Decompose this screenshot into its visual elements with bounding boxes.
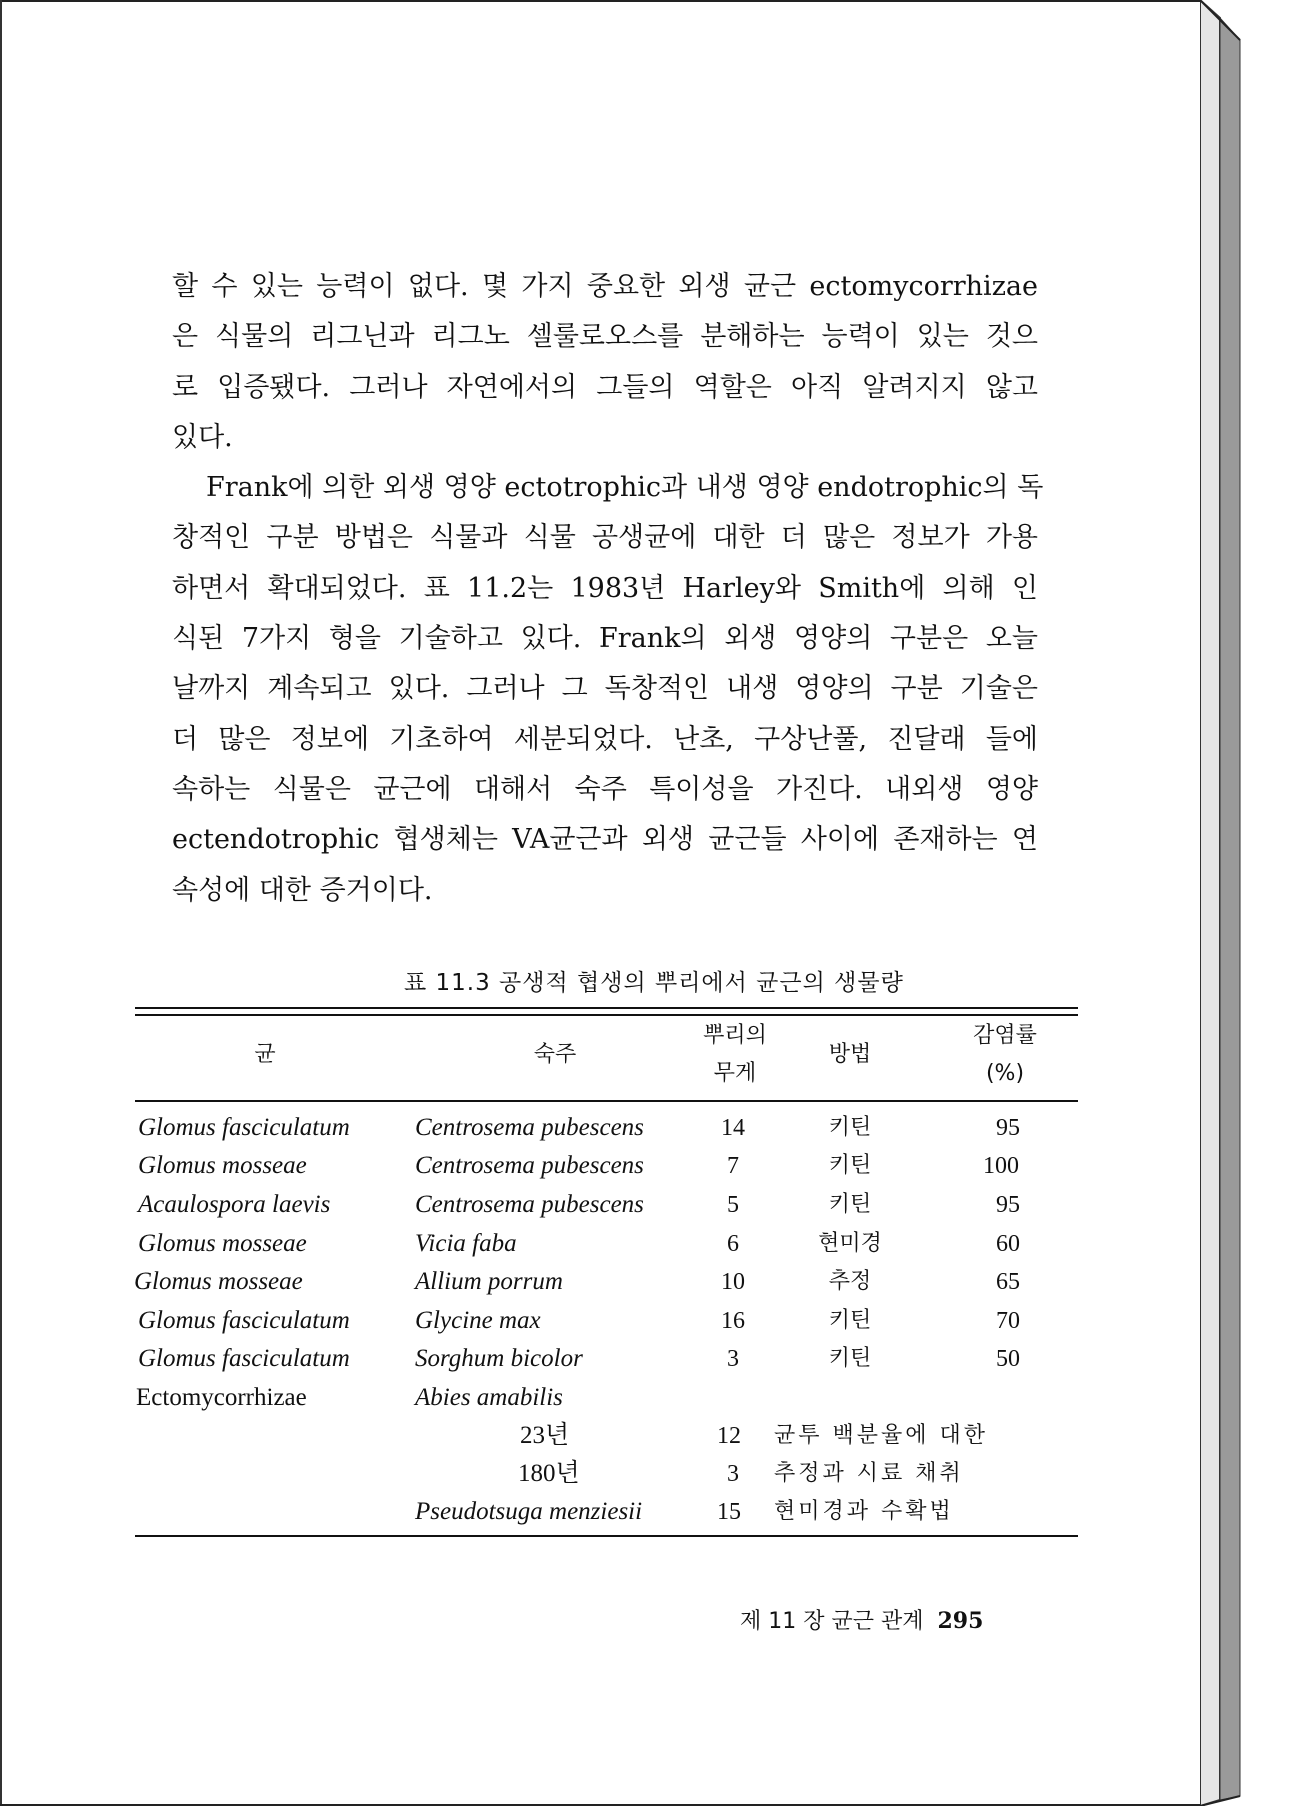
page-thickness-edge [1200, 0, 1298, 1806]
text-line: 있다. [172, 421, 233, 453]
text-line: 속성에 대한 증거이다. [172, 874, 433, 906]
cell-weight: 10 [721, 1269, 745, 1295]
cell-weight: 16 [721, 1308, 745, 1334]
text-line: Frank에 의한 외생 영양 ectotrophic과 내생 영양 endotrophic의 독 [206, 472, 1044, 504]
cell-weight: 14 [721, 1115, 745, 1141]
cell-host: Abies amabilis [415, 1384, 563, 1411]
cell-method: 키틴 [828, 1115, 872, 1140]
cell-host: Centrosema pubescens [415, 1191, 644, 1218]
text-line: ectendotrophic 협생체는 VA균근과 외생 균근들 사이에 존재하는 연 [172, 824, 1038, 856]
cell-host: Sorghum bicolor [415, 1345, 583, 1372]
cell-rate: 65 [996, 1269, 1020, 1295]
cell-rate: 50 [996, 1346, 1020, 1372]
text-line: 날까지 계속되고 있다. 그러나 그 독창적인 내생 영양의 구분 기술은 [172, 673, 1038, 705]
paragraph-2 [172, 463, 1044, 916]
text-line: 하면서 확대되었다. 표 11.2는 1983년 Harley와 Smith에 의해 인 [172, 572, 1038, 604]
cell-fungus: Glomus mosseae [138, 1152, 307, 1179]
header-infection-2: (%) [985, 1061, 1025, 1086]
cell-host: Allium porrum [415, 1268, 563, 1295]
cell-method: 키틴 [828, 1153, 872, 1178]
text-line: 식된 7가지 형을 기술하고 있다. Frank의 외생 영양의 구분은 오늘 [172, 623, 1038, 655]
cell-method: 현미경 [818, 1231, 882, 1256]
table-caption: 표 11.3 공생적 협생의 뿌리에서 균근의 생물량 [404, 970, 904, 996]
cell-host: Pseudotsuga menziesii [415, 1498, 643, 1525]
page-edge-left [0, 0, 2, 1806]
cell-host: Glycine max [415, 1307, 541, 1334]
cell-weight: 6 [727, 1231, 739, 1257]
cell-host: Vicia faba [415, 1230, 517, 1257]
cell-method: 추정 [828, 1269, 872, 1294]
chapter-title: 제 11 장 균근 관계 [740, 1609, 924, 1634]
text-line: 속하는 식물은 균근에 대해서 숙주 특이성을 가진다. 내외생 영양 [172, 773, 1038, 805]
text-line: 창적인 구분 방법은 식물과 식물 공생균에 대한 더 많은 정보가 가용 [172, 522, 1038, 554]
cell-fungus: Ectomycorrhizae [136, 1384, 307, 1411]
table-bottom-rule [135, 1535, 1078, 1537]
text-line: 로 입증됐다. 그러나 자연에서의 그들의 역할은 아직 알려지지 않고 [172, 371, 1038, 403]
cell-rate: 95 [996, 1115, 1020, 1141]
page-edge-top [0, 0, 1200, 2]
cell-weight: 15 [717, 1499, 741, 1525]
header-method: 방법 [828, 1042, 872, 1067]
cell-method: 키틴 [828, 1192, 872, 1217]
cell-host: Centrosema pubescens [415, 1114, 644, 1141]
header-root-weight-2: 무게 [713, 1061, 757, 1086]
cell-fungus: Glomus mosseae [138, 1230, 307, 1257]
page-number: 295 [937, 1608, 984, 1634]
cell-weight: 12 [717, 1423, 741, 1449]
cell-fungus: Glomus fasciculatum [138, 1114, 350, 1141]
cell-rate: 95 [996, 1192, 1020, 1218]
text-line: 할 수 있는 능력이 없다. 몇 가지 중요한 외생 균근 ectomycorrhizae [172, 271, 1038, 302]
cell-fungus: Glomus mosseae [134, 1268, 303, 1295]
cell-rate: 70 [996, 1308, 1020, 1334]
cell-method-note: 현미경과 수확법 [774, 1499, 954, 1524]
cell-method: 키틴 [828, 1346, 872, 1371]
body-text [172, 262, 1044, 916]
table-top-rule [135, 1007, 1078, 1009]
cell-host: Centrosema pubescens [415, 1152, 644, 1179]
cell-weight: 7 [727, 1153, 739, 1179]
cell-rate: 60 [996, 1231, 1020, 1257]
paragraph-1 [172, 262, 1038, 463]
text-line: 은 식물의 리그닌과 리그노 셀룰로오스를 분해하는 능력이 있는 것으 [172, 321, 1038, 353]
cell-rate: 100 [983, 1153, 1019, 1179]
cell-method: 키틴 [828, 1308, 872, 1333]
header-fungus: 균 [254, 1042, 276, 1067]
cell-age: 180년 [518, 1460, 580, 1487]
text-line: 더 많은 정보에 기초하여 세분되었다. 난초, 구상난풀, 진달래 들에 [172, 723, 1038, 755]
cell-weight: 3 [727, 1346, 739, 1372]
cell-weight: 5 [727, 1192, 739, 1218]
cell-age: 23년 [520, 1422, 570, 1449]
header-host: 숙주 [533, 1042, 577, 1067]
page-footer [740, 1604, 983, 1635]
cell-fungus: Glomus fasciculatum [138, 1345, 350, 1372]
cell-method-note: 추정과 시료 채취 [774, 1461, 964, 1486]
cell-fungus: Acaulospora laevis [138, 1191, 331, 1218]
page-stack-shading [1200, 0, 1298, 1806]
table-top-rule-inner [135, 1014, 1078, 1016]
table-header-rule [135, 1100, 1078, 1102]
header-root-weight-1: 뿌리의 [703, 1023, 767, 1048]
cell-fungus: Glomus fasciculatum [138, 1307, 350, 1334]
cell-weight: 3 [727, 1461, 739, 1487]
cell-method-note: 균투 백분율에 대한 [774, 1423, 989, 1448]
header-infection-1: 감염률 [973, 1023, 1037, 1048]
